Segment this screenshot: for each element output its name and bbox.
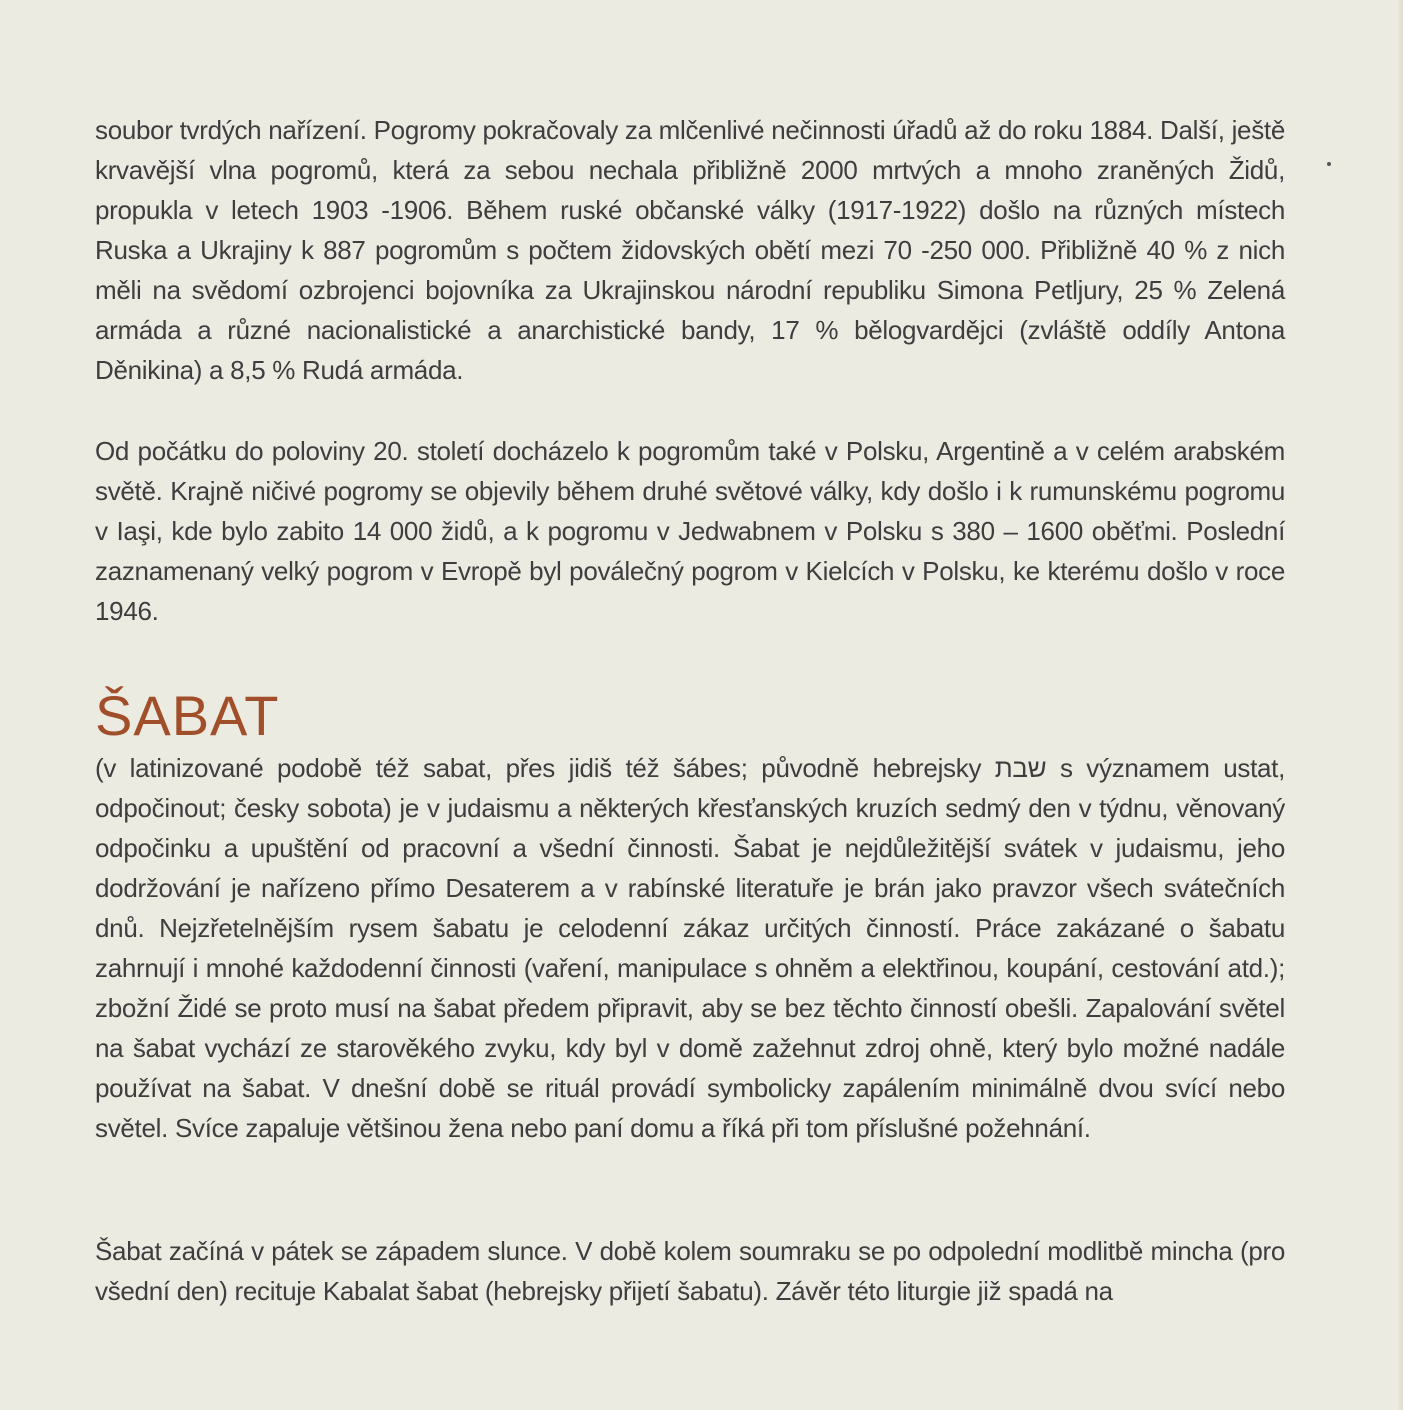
- paragraph-pogroms-russia: soubor tvrdých nařízení. Pogromy pokračovaly za mlčenlivé nečinnosti úřadů až do roku 1884. Další, ještě krvavější vlna pogromů, která za sebou nechala přibližně 2000 mrtvých a mnoho zraněných Židů, propukla v letech 1903 -1906. Během ruské občanské války (1917-1922) došlo na různých místech Ruska a Ukrajiny k 887 pogromům s počtem židovských obětí mezi 70 -250 000. Přibližně 40 % z nich měli na svědomí ozbrojenci bojovníka za Ukrajinskou národní republiku Simona Petljury, 25 % Zelená armáda a různé nacionalistické a anarchistické bandy, 17 % bělogvardějci (zvláště oddíly Antona Děnikina) a 8,5 % Rudá armáda.: [95, 115, 1285, 385]
- scan-speck: [1327, 162, 1331, 166]
- page-edge-shadow: [1397, 0, 1403, 1410]
- paragraph-sabat-definition: (v latinizované podobě též sabat, přes jidiš též šábes; původně hebrejsky שבת s významem ustat, odpočinout; česky sobota) je v judaismu a některých křesťanských kruzích sedmý den v týdnu, věnovaný odpočinku a upuštění od pracovní a všední činnosti. Šabat je nejdůležitější svátek v judaismu, jeho dodržování je nařízeno přímo Desaterem a v rabínské literatuře je brán jako pravzor všech svátečních dnů. Nejzřetelnějším rysem šabatu je celodenní zákaz určitých činností. Práce zakázané o šabatu zahrnují i mnohé každodenní činnosti (vaření, manipulace s ohněm a elektřinou, koupání, cestování atd.); zbožní Židé se proto musí na šabat předem připravit, aby se bez těchto činností obešli. Zapalování světel na šabat vychází ze starověkého zvyku, kdy byl v domě zažehnut zdroj ohně, který bylo možné nadále používat na šabat. V dnešní době se rituál provádí symbolicky zapálením minimálně dvou svící nebo světel. Svíce zapaluje většinou žena nebo paní domu a říká při tom příslušné požehnání.: [95, 753, 1285, 1143]
- paragraph-sabat-start: Šabat začíná v pátek se západem slunce. V době kolem soumraku se po odpolední modlitbě mincha (pro všední den) recituje Kabalat šabat (hebrejsky přijetí šabatu). Závěr této liturgie již spadá na: [95, 1236, 1285, 1306]
- paragraph-pogroms-20th-century: Od počátku do poloviny 20. století docházelo k pogromům také v Polsku, Argentině a v celém arabském světě. Krajně ničivé pogromy se objevily během druhé světové války, kdy došlo i k rumunskému pogromu v Iaşi, kde bylo zabito 14 000 židů, a k pogromu v Jedwabnem v Polsku s 380 – 1600 oběťmi. Poslední zaznamenaný velký pogrom v Evropě byl poválečný pogrom v Kielcích v Polsku, ke kterému došlo v roce 1946.: [95, 436, 1285, 626]
- section-heading-sabat: ŠABAT: [95, 684, 280, 747]
